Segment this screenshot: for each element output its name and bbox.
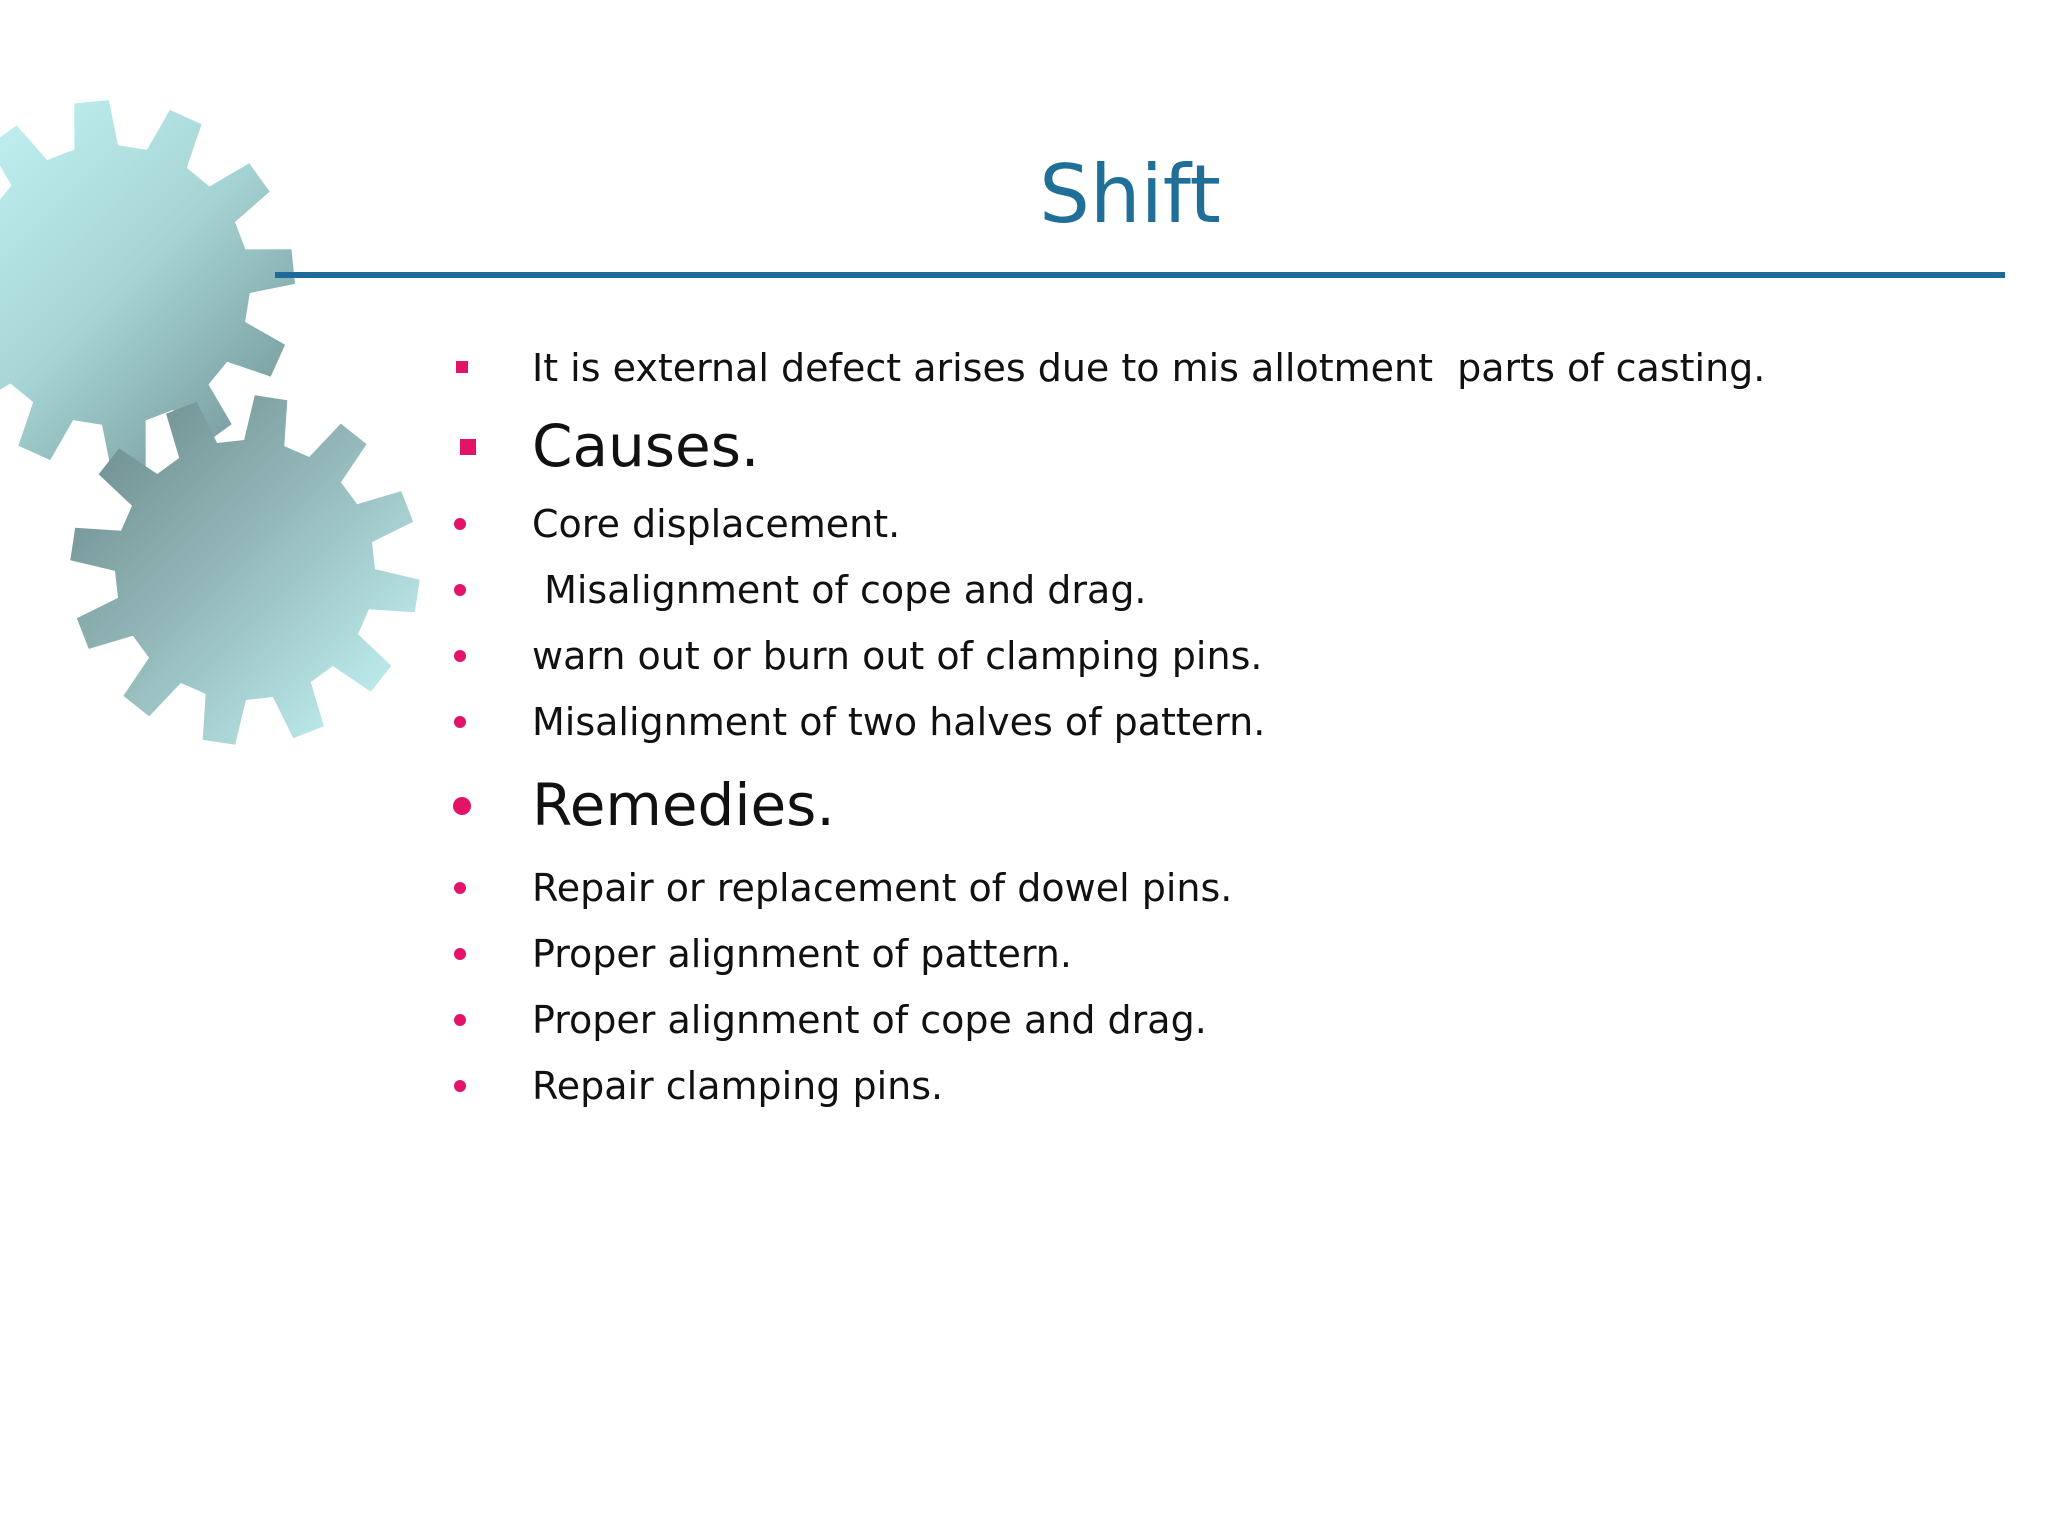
list-item-label: Repair or replacement of dowel pins. bbox=[532, 866, 1233, 910]
list-item-label: warn out or burn out of clamping pins. bbox=[532, 634, 1263, 678]
dot-bullet-icon bbox=[454, 882, 466, 894]
list-item-label: It is external defect arises due to mis allotment parts of casting. bbox=[532, 346, 1766, 390]
bullet-list bbox=[448, 335, 1988, 1119]
causes-heading-label: Causes. bbox=[532, 412, 760, 480]
list-item-label: Proper alignment of cope and drag. bbox=[532, 998, 1207, 1042]
slide-title: Shift bbox=[1039, 148, 1221, 241]
dot-bullet-icon bbox=[454, 1080, 466, 1092]
dot-bullet-icon bbox=[454, 1014, 466, 1026]
gears-decoration bbox=[0, 0, 440, 780]
dot-bullet-icon bbox=[454, 716, 466, 728]
list-item bbox=[448, 987, 1988, 1053]
remedies-heading bbox=[448, 755, 1988, 855]
square-bullet-icon bbox=[460, 439, 476, 455]
dot-bullet-icon bbox=[454, 948, 466, 960]
dot-bullet-icon bbox=[454, 650, 466, 662]
dot-bullet-icon bbox=[454, 518, 466, 530]
list-item-label: Misalignment of two halves of pattern. bbox=[532, 700, 1266, 744]
list-item-label: Repair clamping pins. bbox=[532, 1064, 944, 1108]
list-item bbox=[448, 623, 1988, 689]
list-item bbox=[448, 921, 1988, 987]
list-item-label: Core displacement. bbox=[532, 502, 901, 546]
list-item-label: Misalignment of cope and drag. bbox=[532, 568, 1147, 612]
causes-heading bbox=[448, 401, 1988, 491]
dot-bullet-icon bbox=[454, 584, 466, 596]
remedies-heading-label: Remedies. bbox=[532, 771, 835, 839]
list-item-label: Proper alignment of pattern. bbox=[532, 932, 1072, 976]
list-item bbox=[448, 689, 1988, 755]
square-bullet-icon bbox=[456, 361, 468, 373]
list-item bbox=[448, 1053, 1988, 1119]
list-item-intro bbox=[448, 335, 1988, 401]
dot-bullet-icon bbox=[453, 797, 471, 815]
title-divider bbox=[275, 272, 2005, 278]
list-item bbox=[448, 557, 1988, 623]
list-item bbox=[448, 491, 1988, 557]
list-item bbox=[448, 855, 1988, 921]
